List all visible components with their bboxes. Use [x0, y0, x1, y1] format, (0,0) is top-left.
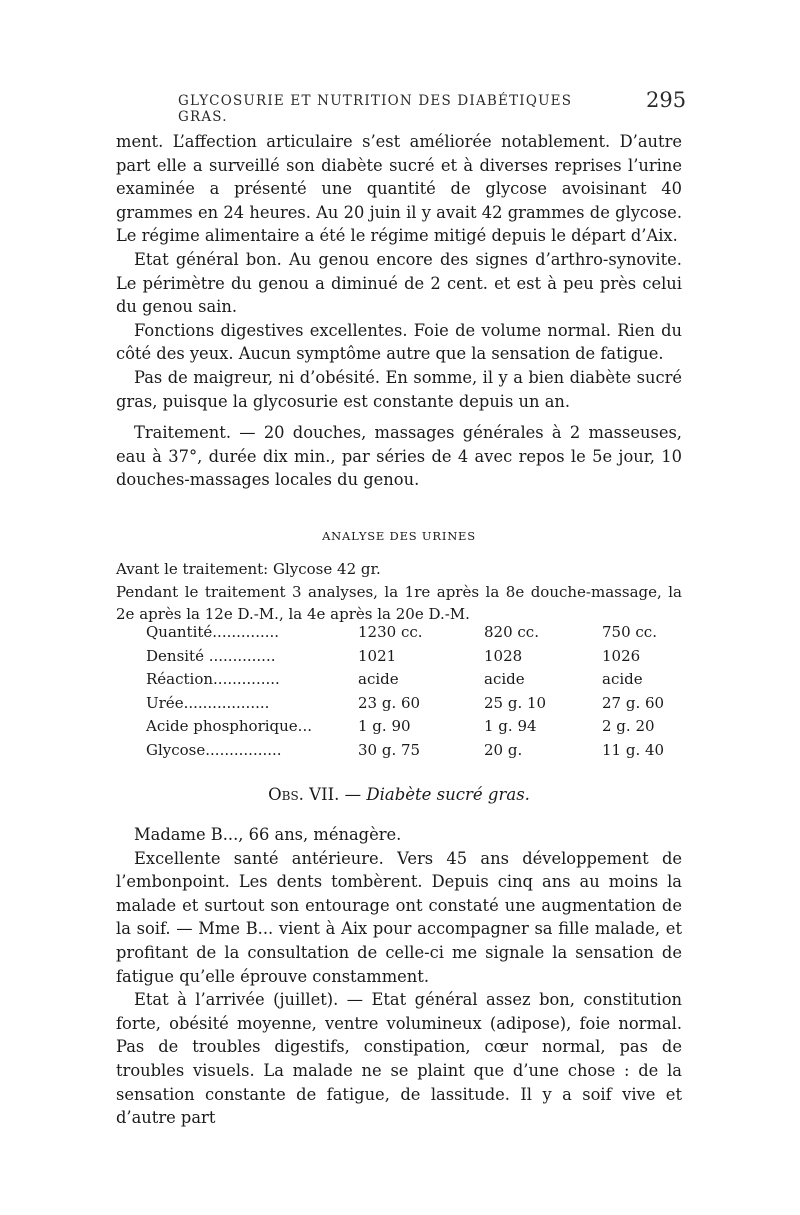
paragraph-affection: ment. L’affection articulaire s’est améliorée notablement. D’autre part elle a surveillé son diabète sucré et à diverses reprises l’urine examinée a présenté une quantité de glycose avoisinant 40 grammes en 24 heures. Au 20 juin il y avait 42 grammes de glycose. Le régime alimentaire a été le régime mitigé depuis le départ d’Aix. [116, 132, 682, 246]
row-label: Glycose................ [146, 740, 282, 759]
running-head: GLYCOSURIE ET NUTRITION DES DIABÉTIQUES GRAS. [178, 93, 573, 125]
paragraph-maigreur: Pas de maigreur, ni d’obésité. En somme, il y a bien diabète sucré gras, puisque la glycosurie est constante depuis un an. [116, 367, 682, 411]
analysis-during: Pendant le traitement 3 analyses, la 1re après la 8e douche-massage, la 2e après la 12e D.-M., la 4e après la 20e D.-M. [116, 582, 682, 623]
urine-analysis-table [146, 623, 682, 764]
paragraph-antecedents: Excellente santé antérieure. Vers 45 ans développement de l’embonpoint. Les dents tombèrent. Depuis cinq ans au moins la malade et surtout son entourage ont constaté une augmentation de la soif. — Mme B... vient à Aix pour accompagner sa fille malade, et profitant de la consultation de celle-ci me signale la sensation de fatigue qu’elle éprouve constamment. [116, 848, 682, 986]
row-label: Acide phosphorique... [146, 717, 312, 735]
paragraph-traitement: Traitement. — 20 douches, massages générales à 2 masseuses, eau à 37°, durée dix min., par séries de 4 avec repos le 5e jour, 10 douches-massages locales du genou. [116, 423, 682, 490]
cell-value: 1021 [358, 646, 397, 665]
cell-value: 1028 [484, 646, 523, 665]
urine-analysis-title: ANALYSE DES URINES [322, 529, 476, 543]
paragraph-patient: Madame B..., 66 ans, ménagère. [134, 825, 402, 844]
cell-value: 1 g. 90 [358, 717, 411, 735]
row-label: Densité .............. [146, 646, 276, 665]
observation-text [116, 823, 682, 1130]
table-row [146, 670, 682, 694]
cell-value: 1026 [602, 646, 641, 665]
cell-value: 820 cc. [484, 623, 539, 641]
cell-value: 1 g. 94 [484, 717, 537, 735]
analysis-before: Avant le traitement: Glycose 42 gr. [116, 560, 381, 578]
cell-value: 25 g. 10 [484, 693, 547, 712]
cell-value: 23 g. 60 [358, 693, 421, 712]
cell-value: 11 g. 40 [602, 740, 665, 759]
paragraph-fonctions: Fonctions digestives excellentes. Foie de volume normal. Rien du côté des yeux. Aucun symptôme autre que la sensation de fatigue. [116, 320, 682, 364]
table-row [146, 694, 682, 718]
row-label: Quantité.............. [146, 623, 280, 641]
page-number: 295 [646, 88, 687, 112]
cell-value: acide [358, 670, 399, 688]
observation-heading [116, 785, 682, 804]
table-row [146, 647, 682, 671]
cell-value: 20 g. [484, 740, 523, 759]
cell-value: 27 g. 60 [602, 693, 665, 712]
paragraph-etat-arrivee: Etat à l’arrivée (juillet). — Etat général assez bon, constitution forte, obésité moyenne, ventre volumineux (adipose), foie normal. Pas de troubles digestifs, constipation, cœur normal, pas de troubles visuels. La malade ne se plaint que d’une chose : de la sensation constante de fatigue, de lassitude. Il y a soif vive et d’autre part [116, 990, 682, 1128]
observation-label: Obs. VII. [268, 785, 340, 804]
table-row [146, 623, 682, 647]
cell-value: 750 cc. [602, 623, 657, 641]
cell-value: 1230 cc. [358, 623, 423, 641]
cell-value: acide [602, 670, 643, 688]
cell-value: 30 g. 75 [358, 740, 421, 759]
paragraph-etat-general: Etat général bon. Au genou encore des signes d’arthro-synovite. Le périmètre du genou a diminué de 2 cent. et est à peu près celui du genou sain. [116, 249, 682, 317]
table-row [146, 717, 682, 741]
cell-value: acide [484, 670, 525, 688]
urine-analysis-text [116, 558, 682, 626]
table-row [146, 741, 682, 765]
case-continuation-text [116, 130, 682, 492]
observation-dash: — [339, 785, 367, 804]
observation-title: Diabète sucré gras. [366, 785, 530, 804]
row-label: Urée.................. [146, 693, 270, 712]
cell-value: 2 g. 20 [602, 717, 655, 735]
row-label: Réaction.............. [146, 670, 280, 688]
